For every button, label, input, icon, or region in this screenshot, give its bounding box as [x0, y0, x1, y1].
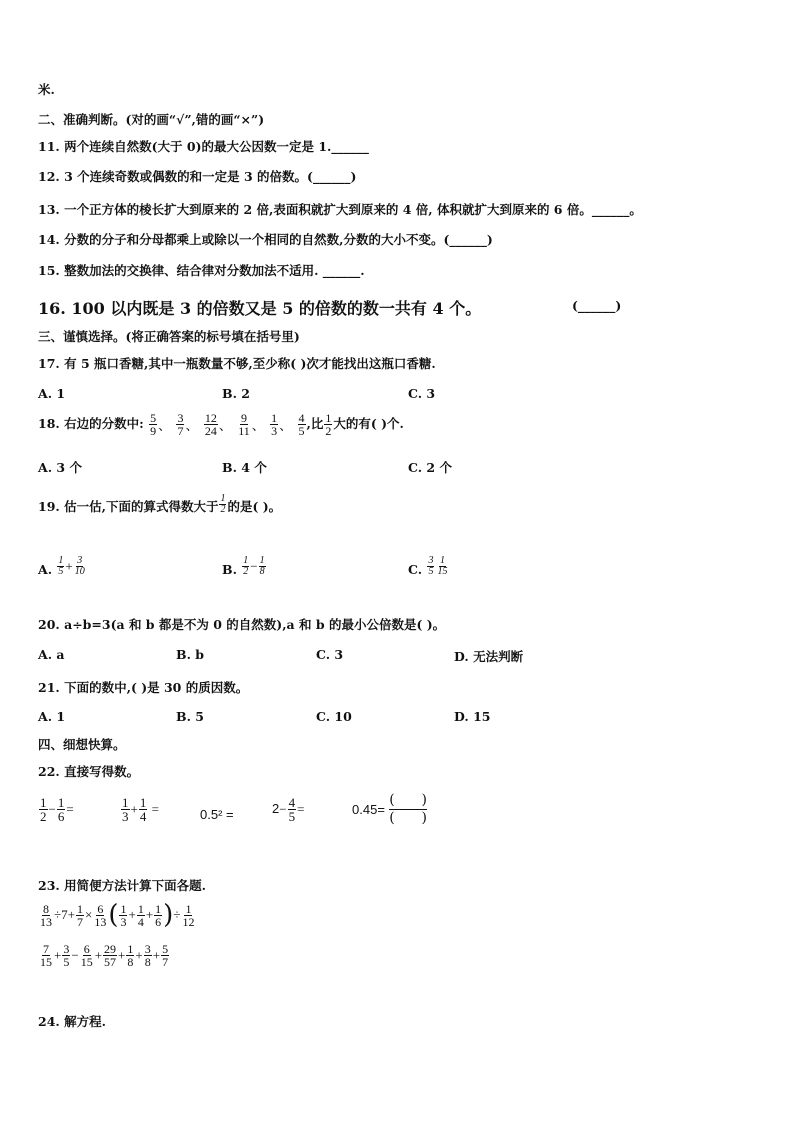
question-15: 15. 整数加法的交换律、结合律对分数加法不适用. ______. [38, 263, 365, 278]
question-24: 24. 解方程. [38, 1014, 106, 1029]
fraction: $\frac{1}{2}$ [220, 493, 226, 515]
question-19 [38, 494, 281, 515]
question-14: 14. 分数的分子和分母都乘上或除以一个相同的自然数,分数的大小不变。(______) [38, 232, 493, 247]
fraction: $\frac{9}{11}$ [238, 411, 250, 438]
answer-blank: (______) [572, 298, 622, 313]
fraction: $\frac{1}{3}$ [120, 901, 127, 929]
fraction: $\frac{6}{15}$ [80, 942, 93, 969]
fraction: $\frac{1}{8}$ [259, 555, 265, 577]
fraction: $\frac{1}{12}$ [182, 901, 195, 929]
question-12: 12. 3 个连续奇数或偶数的和一定是 3 的倍数。(______) [38, 169, 357, 184]
question-23: 23. 用简便方法计算下面各题. [38, 878, 206, 893]
section-heading-2: 二、准确判断。(对的画“√”,错的画“×”) [38, 112, 265, 127]
fraction: $\frac{1}{4}$ [137, 901, 144, 929]
section-heading-3: 三、谨慎选择。(将正确答案的标号填在括号里) [38, 329, 300, 344]
fraction: $\frac{4}{5}$ [298, 411, 305, 438]
separator: 、 [158, 418, 172, 433]
option-b: B. 5 [176, 709, 204, 724]
fraction: $\frac{3}{7}$ [177, 411, 184, 438]
expression: 2− $\frac{4}{5}$ = [272, 795, 305, 824]
fraction: $\frac{5}{7}$ [162, 942, 169, 969]
separator: 、 [185, 418, 199, 433]
option-a: A. 1 [38, 709, 66, 724]
fraction: $\frac{7}{15}$ [40, 942, 52, 969]
answer-blank: ( ) ( ) [389, 792, 427, 826]
fraction: $\frac{3}{10}$ [74, 555, 85, 577]
separator: 、 [218, 418, 232, 433]
option-c: C. 10 [316, 709, 352, 724]
option-b: B. 2 [222, 386, 250, 401]
fraction: $\frac{3}{5}$ [428, 555, 434, 577]
question-11: 11. 两个连续自然数(大于 0)的最大公因数一定是 1.______ [38, 139, 369, 154]
fraction: $\frac{1}{2}$ [325, 411, 332, 438]
fraction: $\frac{1}{5}$ [58, 555, 64, 577]
expression: $\frac{8}{13}$ ÷7+ $\frac{1}{7}$ × $\frac{6}{13}$ ( $\frac{1}{3}$ + $\frac{1}{4}$ + $\frac{1}{6}$ )÷ $\frac{1}{12}$ [40, 900, 195, 930]
option-a: A. 3 个 [38, 460, 82, 475]
fraction: $\frac{1}{2}$ [243, 555, 249, 577]
option-b: B. b [176, 647, 205, 662]
option-d: D. 无法判断 [454, 649, 524, 664]
question-18 [38, 412, 404, 437]
expression: $\frac{7}{15}$ + $\frac{3}{5}$ − $\frac{6}{15}$ + $\frac{29}{57}$ + $\frac{1}{8}$ + $\frac{3}{8}$ + $\frac{5}{7}$ [40, 942, 169, 969]
fraction: $\frac{3}{5}$ [63, 942, 70, 969]
fraction: $\frac{1}{2}$ [40, 795, 47, 824]
separator: 、 [279, 418, 293, 433]
fraction: $\frac{5}{9}$ [150, 411, 157, 438]
question-text: 19. 估一估,下面的算式得数大于 [38, 499, 219, 514]
expression: $\frac{1}{3}$ + $\frac{1}{4}$ = [122, 795, 159, 824]
fraction: $\frac{8}{13}$ [40, 901, 52, 929]
fraction: $\frac{29}{57}$ [104, 942, 117, 969]
fraction: $\frac{12}{24}$ [204, 411, 217, 438]
question-21: 21. 下面的数中,( )是 30 的质因数。 [38, 680, 249, 695]
option-c: C. 2 个 [408, 460, 452, 475]
fraction: $\frac{6}{13}$ [94, 901, 107, 929]
fraction: $\frac{1}{7}$ [76, 901, 83, 929]
question-text: 18. 右边的分数中: [38, 416, 144, 431]
option-c: C. 3 [408, 386, 436, 401]
fraction: $\frac{1}{3}$ [271, 411, 278, 438]
fraction: $\frac{1}{4}$ [139, 795, 147, 824]
fraction: $\frac{1}{6}$ [57, 795, 65, 824]
fraction: $\frac{1}{15}$ [437, 555, 448, 577]
separator: 、 [251, 418, 265, 433]
fraction: $\frac{1}{6}$ [155, 901, 162, 929]
question-17: 17. 有 5 瓶口香糖,其中一瓶数量不够,至少称( )次才能找出这瓶口香糖. [38, 356, 436, 371]
question-20: 20. a÷b=3(a 和 b 都是不为 0 的自然数),a 和 b 的最小公倍数是( )。 [38, 617, 446, 632]
expression: $\frac{1}{2}$ − $\frac{1}{6}$ = [40, 795, 74, 824]
question-13: 13. 一个正方体的棱长扩大到原来的 2 倍,表面积就扩大到原来的 4 倍, 体积就扩大到原来的 6 倍。______。 [38, 202, 642, 217]
option-d: D. 15 [454, 709, 491, 724]
option-c: C. $\frac{3}{5}$ $\frac{1}{15}$ [408, 555, 448, 577]
question-22: 22. 直接写得数。 [38, 764, 140, 779]
expression: 0.45= ( ) ( ) [352, 792, 427, 826]
text-line: 米. [38, 82, 55, 97]
section-heading-4: 四、细想快算。 [38, 737, 126, 752]
option-a: A. $\frac{1}{5}$ + $\frac{3}{10}$ [38, 555, 85, 577]
option-b: B. 4 个 [222, 460, 267, 475]
option-a: A. a [38, 647, 65, 662]
fraction: $\frac{1}{8}$ [127, 942, 134, 969]
fraction: $\frac{3}{8}$ [144, 942, 151, 969]
option-c: C. 3 [316, 647, 344, 662]
question-16: 16. 100 以内既是 3 的倍数又是 5 的倍数的数一共有 4 个。 [38, 299, 482, 318]
question-text: ,比 [306, 416, 324, 431]
option-b: B. $\frac{1}{2}$ − $\frac{1}{8}$ [222, 555, 265, 577]
question-text: 大的有( )个. [333, 416, 404, 431]
expression: 0.5² = [200, 807, 234, 822]
fraction: $\frac{1}{3}$ [122, 795, 129, 824]
fraction: $\frac{4}{5}$ [288, 795, 296, 824]
option-a: A. 1 [38, 386, 66, 401]
question-text: 的是( )。 [227, 499, 282, 514]
